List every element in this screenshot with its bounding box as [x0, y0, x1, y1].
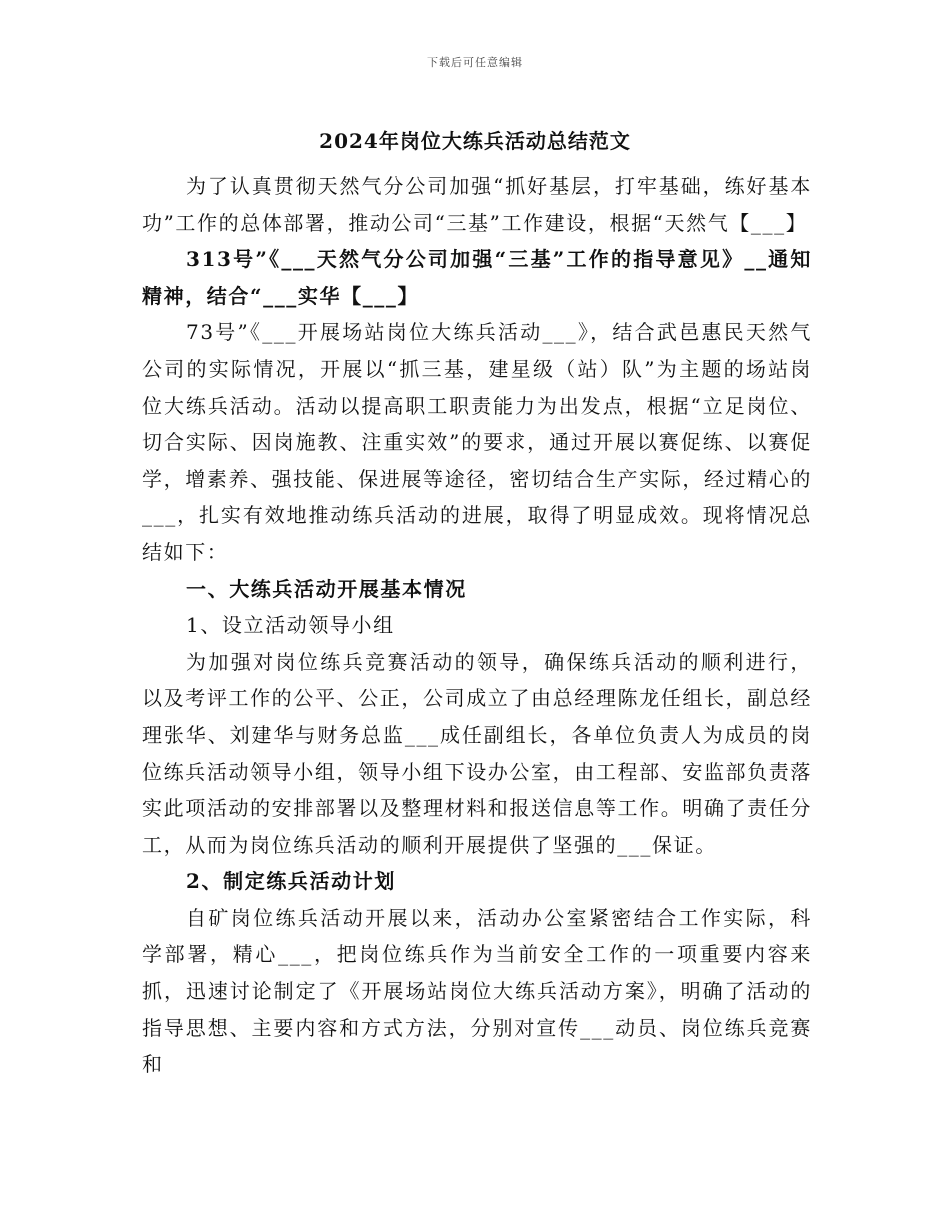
subsection-heading-2: 2、制定练兵活动计划	[186, 869, 396, 894]
header-note: 下载后可任意编辑	[427, 56, 523, 69]
paragraph-leadership: 为加强对岗位练兵竞赛活动的领导，确保练兵活动的顺利进行，以及考评工作的公平、公正，公司成立了由总经理陈龙任组长，副总经理张华、刘建华与财务总监___成任副组长，各单位负责人为成员的岗位练兵活动领导小组，领导小组下设办公室，由工程部、安监部负责落实此项活动的安排部署以及整理材料和报送信息等工作。明确了责任分工，从而为岗位练兵活动的顺利开展提供了坚强的___保证。	[142, 649, 812, 857]
paragraph-reference-73: 73号”《___开展场站岗位大练兵活动___》，结合武邑惠民天然气公司的实际情况，开展以“抓三基，建星级（站）队”为主题的场站岗位大练兵活动。活动以提高职工职责能力为出发点，根据“立足岗位、切合实际、因岗施教、注重实效”的要求，通过开展以赛促练、以赛促学，增素养、强技能、保进展等途径，密切结合生产实际，经过精心的___，扎实有效地推动练兵活动的进展，取得了明显成效。现将情况总结如下：	[142, 320, 812, 564]
paragraph-reference-313: 313号”《___天然气分公司加强“三基”工作的指导意见》__通知精神，结合“___实华【___】	[142, 247, 812, 308]
paragraph-intro: 为了认真贯彻天然气分公司加强“抓好基层，打牢基础，练好基本功”工作的总体部署，推动公司“三基”工作建设，根据“天然气【___】	[142, 174, 812, 235]
document-body	[142, 168, 812, 1083]
subsection-heading-1: 1、设立活动领导小组	[186, 613, 395, 638]
paragraph-plan: 自矿岗位练兵活动开展以来，活动办公室紧密结合工作实际，科学部署，精心___，把岗位练兵作为当前安全工作的一项重要内容来抓，迅速讨论制定了《开展场站岗位大练兵活动方案》，明确了活动的指导思想、主要内容和方式方法，分别对宣传___动员、岗位练兵竞赛和	[142, 905, 812, 1077]
document-title: 2024年岗位大练兵活动总结范文	[319, 129, 631, 153]
section-heading-1: 一、大练兵活动开展基本情况	[186, 576, 467, 601]
